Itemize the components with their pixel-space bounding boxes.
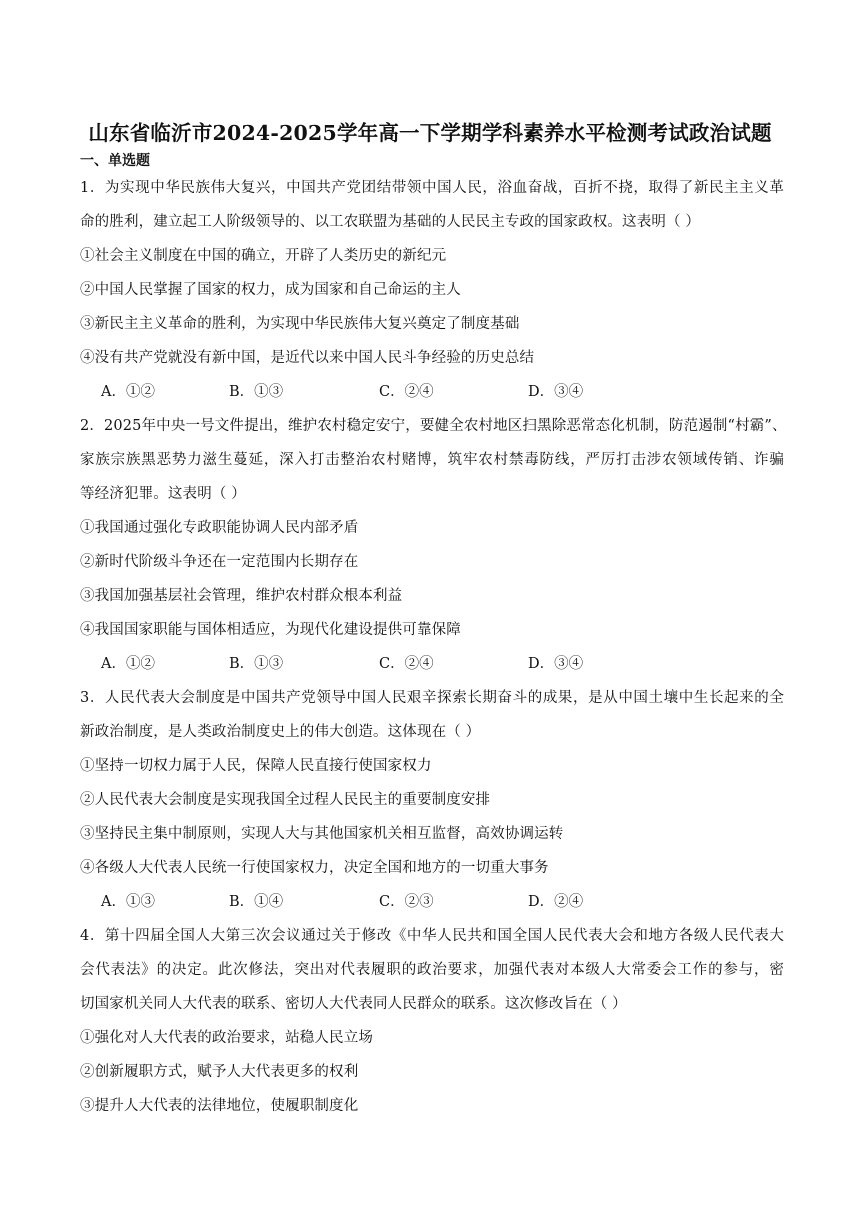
q2-option-d[interactable]: D．③④	[528, 656, 584, 672]
q1-options	[101, 382, 701, 402]
q2-item-3: ③我国加强基层社会管理，维护农村群众根本利益	[80, 588, 403, 604]
q3-stem-line-1: 3．人民代表大会制度是中国共产党领导中国人民艰辛探索长期奋斗的成果，是从中国土壤中生长起来的全	[80, 690, 784, 706]
q2-options	[101, 654, 701, 674]
q1-option-d[interactable]: D．③④	[528, 384, 584, 400]
q2-option-a[interactable]: A．①②	[101, 656, 155, 672]
q4-stem-line-1: 4．第十四届全国人大第三次会议通过关于修改《中华人民共和国全国人民代表大会和地方各级人民代表大	[80, 928, 784, 944]
q3-stem-line-2: 新政治制度，是人类政治制度史上的伟大创造。这体现在（ ）	[80, 724, 481, 740]
q1-option-a[interactable]: A．①②	[101, 384, 155, 400]
q1-stem-line-2: 命的胜利，建立起工人阶级领导的、以工农联盟为基础的人民民主专政的国家政权。这表明（ ）	[80, 214, 701, 230]
q4-stem-line-2: 会代表法》的决定。此次修法，突出对代表履职的政治要求，加强代表对本级人大常委会工作的参与，密	[80, 962, 784, 978]
q1-item-2: ②中国人民掌握了国家的权力，成为国家和自己命运的主人	[80, 282, 461, 298]
q1-stem-line-1: 1．为实现中华民族伟大复兴，中国共产党团结带领中国人民，浴血奋战，百折不挠，取得了新民主主义革	[80, 180, 784, 196]
q4-item-1: ①强化对人大代表的政治要求，站稳人民立场	[80, 1030, 373, 1046]
q2-stem-line-2: 家族宗族黑恶势力滋生蔓延，深入打击整治农村赌博，筑牢农村禁毒防线，严厉打击涉农领域传销、诈骗	[80, 452, 784, 468]
q1-item-3: ③新民主主义革命的胜利，为实现中华民族伟大复兴奠定了制度基础	[80, 316, 520, 332]
q3-option-a[interactable]: A．①③	[101, 894, 155, 910]
q3-option-b[interactable]: B．①④	[229, 894, 284, 910]
q3-item-3: ③坚持民主集中制原则，实现人大与其他国家机关相互监督，高效协调运转	[80, 826, 564, 842]
q2-item-4: ④我国国家职能与国体相适应，为现代化建设提供可靠保障	[80, 622, 461, 638]
q3-item-2: ②人民代表大会制度是实现我国全过程人民民主的重要制度安排	[80, 792, 491, 808]
q3-item-4: ④各级人大代表人民统一行使国家权力，决定全国和地方的一切重大事务	[80, 860, 549, 876]
q1-item-4: ④没有共产党就没有新中国，是近代以来中国人民斗争经验的历史总结	[80, 350, 535, 366]
q4-stem-line-3: 切国家机关同人大代表的联系、密切人大代表同人民群众的联系。这次修改旨在（ ）	[80, 996, 627, 1012]
q3-item-1: ①坚持一切权力属于人民，保障人民直接行使国家权力	[80, 758, 432, 774]
q2-option-c[interactable]: C．②④	[379, 656, 434, 672]
q2-item-1: ①我国通过强化专政职能协调人民内部矛盾	[80, 520, 359, 536]
q2-stem-line-3: 等经济犯罪。这表明（ ）	[80, 486, 246, 502]
q3-option-c[interactable]: C．②③	[379, 894, 434, 910]
page-title: 山东省临沂市2024-2025学年高一下学期学科素养水平检测考试政治试题	[88, 121, 772, 145]
q2-stem-line-1: 2．2025年中央一号文件提出，维护农村稳定安宁，要健全农村地区扫黑除恶常态化机制，防范遏制“村霸”、	[80, 418, 787, 434]
section-heading: 一、单选题	[80, 153, 150, 169]
q1-option-b[interactable]: B．①③	[229, 384, 284, 400]
q1-option-c[interactable]: C．②④	[379, 384, 434, 400]
q4-item-2: ②创新履职方式，赋予人大代表更多的权利	[80, 1064, 359, 1080]
q2-item-2: ②新时代阶级斗争还在一定范围内长期存在	[80, 554, 359, 570]
q4-item-3: ③提升人大代表的法律地位，使履职制度化	[80, 1098, 359, 1114]
q2-option-b[interactable]: B．①③	[229, 656, 284, 672]
q1-item-1: ①社会主义制度在中国的确立，开辟了人类历史的新纪元	[80, 248, 447, 264]
q3-options	[101, 892, 701, 912]
q3-option-d[interactable]: D．②④	[528, 894, 584, 910]
